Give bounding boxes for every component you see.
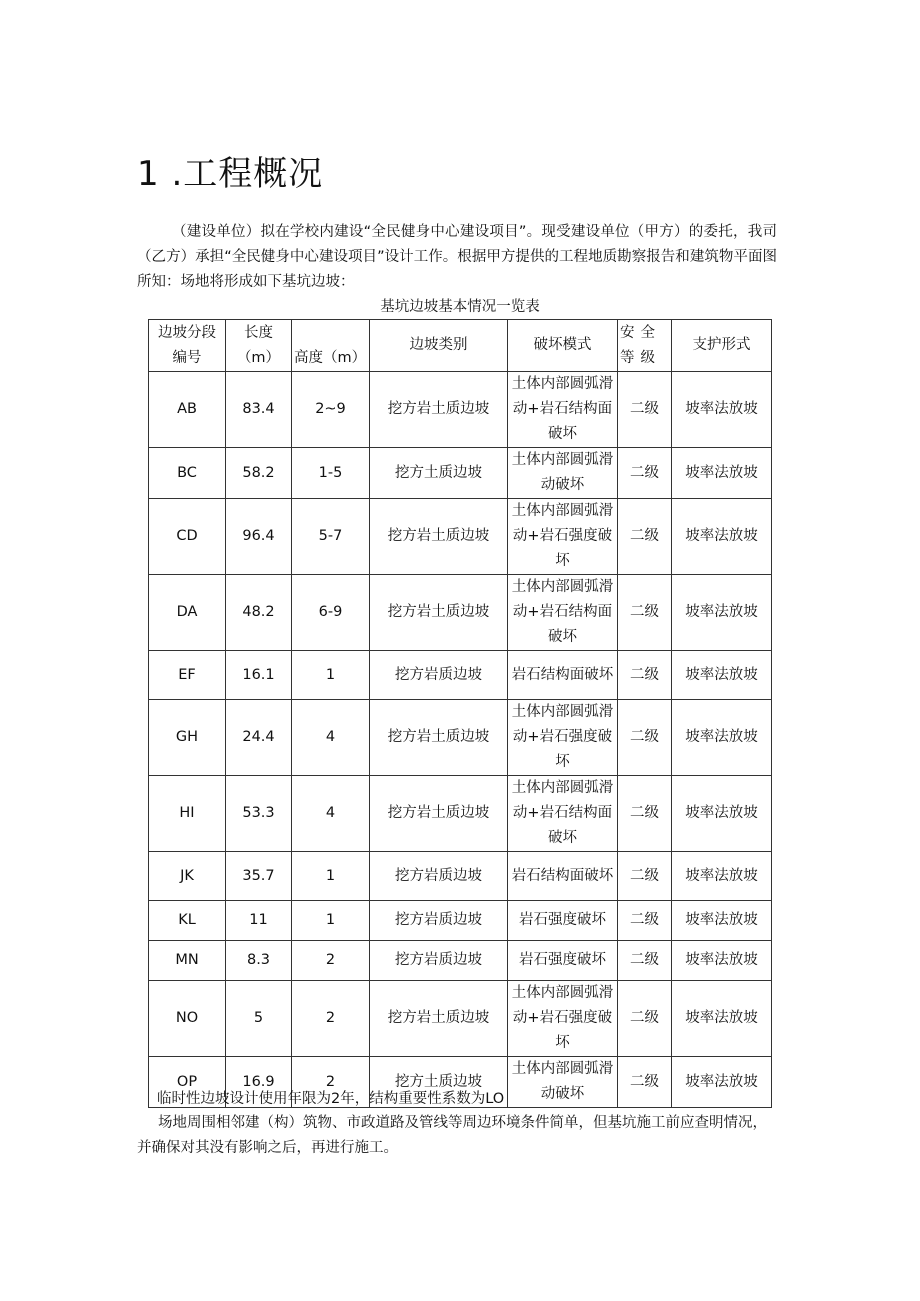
- support-cell: 坡率法放坡: [672, 1057, 772, 1108]
- failure-cell: 土体内部圆弧滑动破坏: [508, 448, 618, 499]
- header-height: 高度（m）: [292, 320, 370, 372]
- support-cell: 坡率法放坡: [672, 448, 772, 499]
- type-cell: 挖方土质边坡: [370, 1057, 508, 1108]
- segment-cell: CD: [149, 499, 226, 575]
- grade-cell: 二级: [618, 651, 672, 700]
- support-cell: 坡率法放坡: [672, 852, 772, 901]
- type-cell: 挖方岩土质边坡: [370, 499, 508, 575]
- type-cell: 挖方岩土质边坡: [370, 776, 508, 852]
- support-cell: 坡率法放坡: [672, 776, 772, 852]
- table-row: [149, 575, 772, 651]
- header-support: 支护形式: [672, 320, 772, 372]
- height-cell: 2: [292, 981, 370, 1057]
- type-cell: 挖方岩土质边坡: [370, 981, 508, 1057]
- grade-cell: 二级: [618, 981, 672, 1057]
- grade-cell: 二级: [618, 901, 672, 941]
- table-body: [149, 372, 772, 1108]
- support-cell: 坡率法放坡: [672, 372, 772, 448]
- length-cell: 53.3: [226, 776, 292, 852]
- height-cell: 1: [292, 651, 370, 700]
- height-cell: 6-9: [292, 575, 370, 651]
- table-row: [149, 776, 772, 852]
- header-segment: 边坡分段编号: [149, 320, 226, 372]
- header-safety: 安全等级: [618, 320, 672, 372]
- type-cell: 挖方岩质边坡: [370, 941, 508, 981]
- type-cell: 挖方岩质边坡: [370, 901, 508, 941]
- length-cell: 16.1: [226, 651, 292, 700]
- header-type: 边坡类别: [370, 320, 508, 372]
- height-cell: 1: [292, 852, 370, 901]
- section-title: 1 .工程概况: [137, 154, 324, 194]
- height-cell: 1-5: [292, 448, 370, 499]
- failure-cell: 土体内部圆弧滑动破坏: [508, 1057, 618, 1108]
- length-cell: 48.2: [226, 575, 292, 651]
- grade-cell: 二级: [618, 372, 672, 448]
- grade-cell: 二级: [618, 700, 672, 776]
- table-row: [149, 852, 772, 901]
- height-cell: 5-7: [292, 499, 370, 575]
- support-cell: 坡率法放坡: [672, 499, 772, 575]
- segment-cell: GH: [149, 700, 226, 776]
- failure-cell: 土体内部圆弧滑动+岩石结构面破坏: [508, 575, 618, 651]
- length-cell: 8.3: [226, 941, 292, 981]
- length-cell: 83.4: [226, 372, 292, 448]
- height-cell: 2~9: [292, 372, 370, 448]
- support-cell: 坡率法放坡: [672, 575, 772, 651]
- table-row: [149, 372, 772, 448]
- support-cell: 坡率法放坡: [672, 651, 772, 700]
- grade-cell: 二级: [618, 852, 672, 901]
- support-cell: 坡率法放坡: [672, 941, 772, 981]
- segment-cell: JK: [149, 852, 226, 901]
- height-cell: 4: [292, 776, 370, 852]
- segment-cell: DA: [149, 575, 226, 651]
- length-cell: 11: [226, 901, 292, 941]
- failure-cell: 岩石强度破坏: [508, 941, 618, 981]
- failure-cell: 土体内部圆弧滑动+岩石强度破坏: [508, 981, 618, 1057]
- grade-cell: 二级: [618, 499, 672, 575]
- length-cell: 58.2: [226, 448, 292, 499]
- table-row: [149, 651, 772, 700]
- grade-cell: 二级: [618, 448, 672, 499]
- type-cell: 挖方岩土质边坡: [370, 372, 508, 448]
- segment-cell: AB: [149, 372, 226, 448]
- length-cell: 16.9: [226, 1057, 292, 1108]
- type-cell: 挖方岩土质边坡: [370, 575, 508, 651]
- type-cell: 挖方岩质边坡: [370, 651, 508, 700]
- segment-cell: MN: [149, 941, 226, 981]
- height-cell: 1: [292, 901, 370, 941]
- support-cell: 坡率法放坡: [672, 901, 772, 941]
- failure-cell: 土体内部圆弧滑动+岩石强度破坏: [508, 700, 618, 776]
- grade-cell: 二级: [618, 1057, 672, 1108]
- length-cell: 24.4: [226, 700, 292, 776]
- type-cell: 挖方岩土质边坡: [370, 700, 508, 776]
- type-cell: 挖方土质边坡: [370, 448, 508, 499]
- height-cell: 4: [292, 700, 370, 776]
- segment-cell: EF: [149, 651, 226, 700]
- design-life-note: 临时性边坡设计使用年限为2年，结构重要性系数为LO: [157, 1091, 505, 1107]
- failure-cell: 岩石强度破坏: [508, 901, 618, 941]
- segment-cell: HI: [149, 776, 226, 852]
- table-header-row: [149, 320, 772, 372]
- failure-cell: 土体内部圆弧滑动+岩石结构面破坏: [508, 372, 618, 448]
- table-row: [149, 941, 772, 981]
- type-cell: 挖方岩质边坡: [370, 852, 508, 901]
- segment-cell: OP: [149, 1057, 226, 1108]
- support-cell: 坡率法放坡: [672, 700, 772, 776]
- header-length: 长度（m）: [226, 320, 292, 372]
- length-cell: 96.4: [226, 499, 292, 575]
- grade-cell: 二级: [618, 575, 672, 651]
- grade-cell: 二级: [618, 776, 672, 852]
- length-cell: 5: [226, 981, 292, 1057]
- header-failure: 破坏模式: [508, 320, 618, 372]
- intro-paragraph: （建设单位）拟在学校内建设“全民健身中心建设项目”。现受建设单位（甲方）的委托，我司（乙方）承担“全民健身中心建设项目”设计工作。根据甲方提供的工程地质勘察报告和建筑物平面图所知：场地将形成如下基坑边坡：: [137, 224, 777, 290]
- table-row: [149, 901, 772, 941]
- segment-cell: NO: [149, 981, 226, 1057]
- failure-cell: 岩石结构面破坏: [508, 651, 618, 700]
- segment-cell: BC: [149, 448, 226, 499]
- slope-table: [148, 319, 772, 1108]
- environment-paragraph: 场地周围相邻建（构）筑物、市政道路及管线等周边环境条件简单，但基坑施工前应查明情况，并确保对其没有影响之后，再进行施工。: [137, 1115, 767, 1156]
- failure-cell: 岩石结构面破坏: [508, 852, 618, 901]
- segment-cell: KL: [149, 901, 226, 941]
- table-caption: 基坑边坡基本情况一览表: [380, 299, 540, 315]
- table-row: [149, 499, 772, 575]
- failure-cell: 土体内部圆弧滑动+岩石结构面破坏: [508, 776, 618, 852]
- height-cell: 2: [292, 1057, 370, 1108]
- table-row: [149, 981, 772, 1057]
- length-cell: 35.7: [226, 852, 292, 901]
- failure-cell: 土体内部圆弧滑动+岩石强度破坏: [508, 499, 618, 575]
- table-row: [149, 700, 772, 776]
- grade-cell: 二级: [618, 941, 672, 981]
- height-cell: 2: [292, 941, 370, 981]
- table-row: [149, 448, 772, 499]
- support-cell: 坡率法放坡: [672, 981, 772, 1057]
